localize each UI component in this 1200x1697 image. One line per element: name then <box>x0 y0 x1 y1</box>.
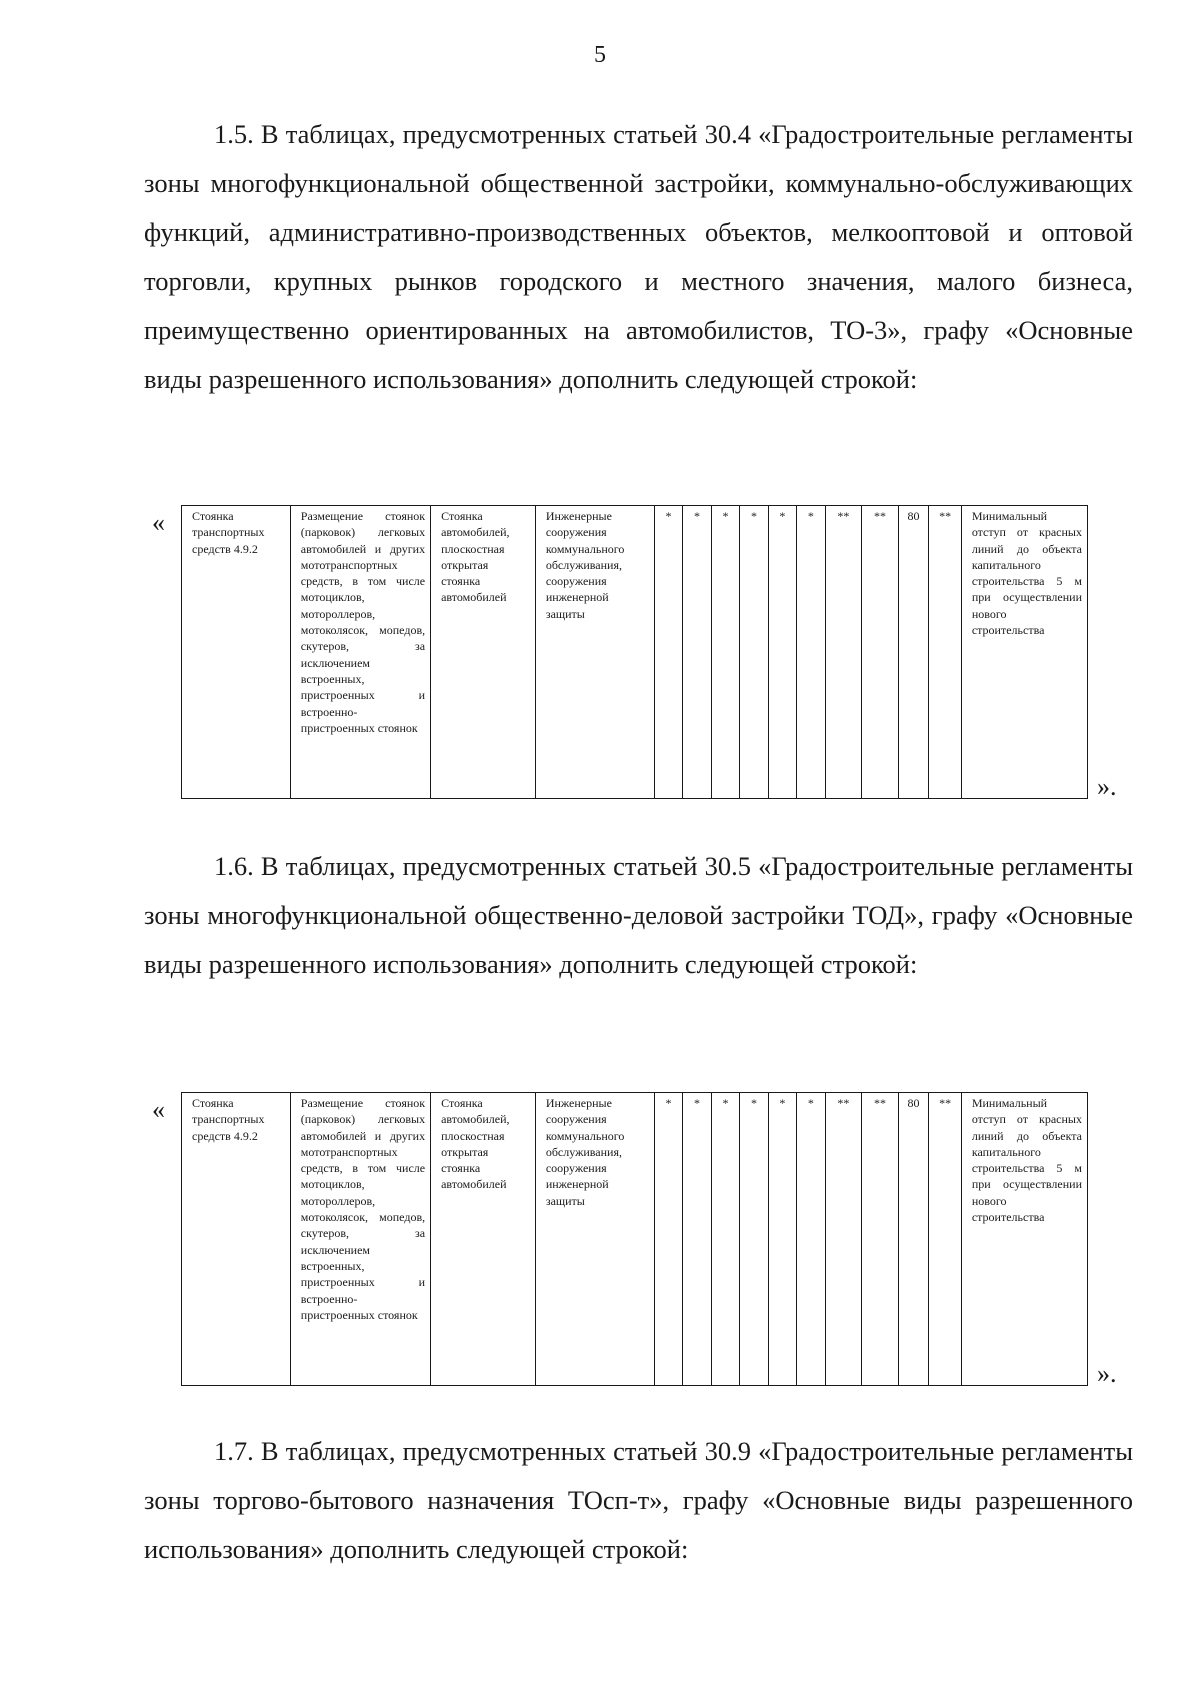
param-cell: * <box>711 506 739 799</box>
table-row <box>182 506 1088 799</box>
page-number: 5 <box>594 42 606 68</box>
param-cell: * <box>797 506 825 799</box>
param-cell: ** <box>862 1093 899 1386</box>
opening-quote: « <box>152 1095 165 1124</box>
table-row <box>182 1093 1088 1386</box>
paragraph-1-6: 1.6. В таблицах, предусмотренных статьей 30.5 «Градостроительные регламенты зоны многофункциональной общественно-деловой застройки ТОД», графу «Основные виды разрешенного использования» дополнить следующей строкой: <box>144 851 1133 979</box>
param-cell: ** <box>929 1093 962 1386</box>
accessory-use-cell: Стоянка автомобилей, плоскостная открытая стоянка автомобилей <box>431 506 536 799</box>
paragraph-1-7: 1.7. В таблицах, предусмотренных статьей 30.9 «Градостроительные регламенты зоны торгово-бытового назначения ТОсп-т», графу «Основные виды разрешенного использования» дополнить следующей строкой: <box>144 1436 1133 1564</box>
use-name-cell: Стоянка транспортных средств 4.9.2 <box>182 506 291 799</box>
param-cell: * <box>654 506 682 799</box>
param-cell: * <box>797 1093 825 1386</box>
param-cell: ** <box>825 1093 862 1386</box>
use-name-cell: Стоянка транспортных средств 4.9.2 <box>182 1093 291 1386</box>
paragraph-1-5: 1.5. В таблицах, предусмотренных статьей 30.4 «Градостроительные регламенты зоны многофункциональной общественной застройки, коммунально-обслуживающих функций, административно-производственных объектов, мелкооптовой и оптовой торговли, крупных рынков городского и местного значения, малого бизнеса, преимущественно ориентированных на автомобилистов, ТО-3», графу «Основные виды разрешенного использования» дополнить следующей строкой: <box>144 119 1133 394</box>
param-cell: * <box>654 1093 682 1386</box>
note-cell: Минимальный отступ от красных линий до объекта капитального строительства 5 м при осуществлении нового строительства <box>961 1093 1087 1386</box>
closing-quote: ». <box>1097 772 1117 801</box>
param-cell: * <box>740 506 768 799</box>
engineering-cell: Инженерные сооружения коммунального обслуживания, сооружения инженерной защиты <box>535 506 654 799</box>
param-cell: * <box>683 506 711 799</box>
param-cell: ** <box>825 506 862 799</box>
param-cell: * <box>711 1093 739 1386</box>
param-cell: 80 <box>898 506 929 799</box>
closing-quote: ». <box>1097 1359 1117 1388</box>
param-cell: ** <box>929 506 962 799</box>
param-cell: * <box>768 506 796 799</box>
use-description-cell: Размещение стоянок (парковок) легковых автомобилей и других мототранспортных средств, в том числе мотоциклов, мотороллеров, мотоколясок, мопедов, скутеров, за исключением встроенных, пристроенных и встроенно-пристроенных стоянок <box>290 506 430 799</box>
regulation-table <box>181 505 1088 799</box>
use-description-cell: Размещение стоянок (парковок) легковых автомобилей и других мототранспортных средств, в том числе мотоциклов, мотороллеров, мотоколясок, мопедов, скутеров, за исключением встроенных, пристроенных и встроенно-пристроенных стоянок <box>290 1093 430 1386</box>
note-cell: Минимальный отступ от красных линий до объекта капитального строительства 5 м при осуществлении нового строительства <box>961 506 1087 799</box>
param-cell: 80 <box>898 1093 929 1386</box>
param-cell: * <box>740 1093 768 1386</box>
param-cell: * <box>768 1093 796 1386</box>
regulation-table <box>181 1092 1088 1386</box>
accessory-use-cell: Стоянка автомобилей, плоскостная открытая стоянка автомобилей <box>431 1093 536 1386</box>
engineering-cell: Инженерные сооружения коммунального обслуживания, сооружения инженерной защиты <box>535 1093 654 1386</box>
param-cell: * <box>683 1093 711 1386</box>
param-cell: ** <box>862 506 899 799</box>
opening-quote: « <box>152 508 165 537</box>
